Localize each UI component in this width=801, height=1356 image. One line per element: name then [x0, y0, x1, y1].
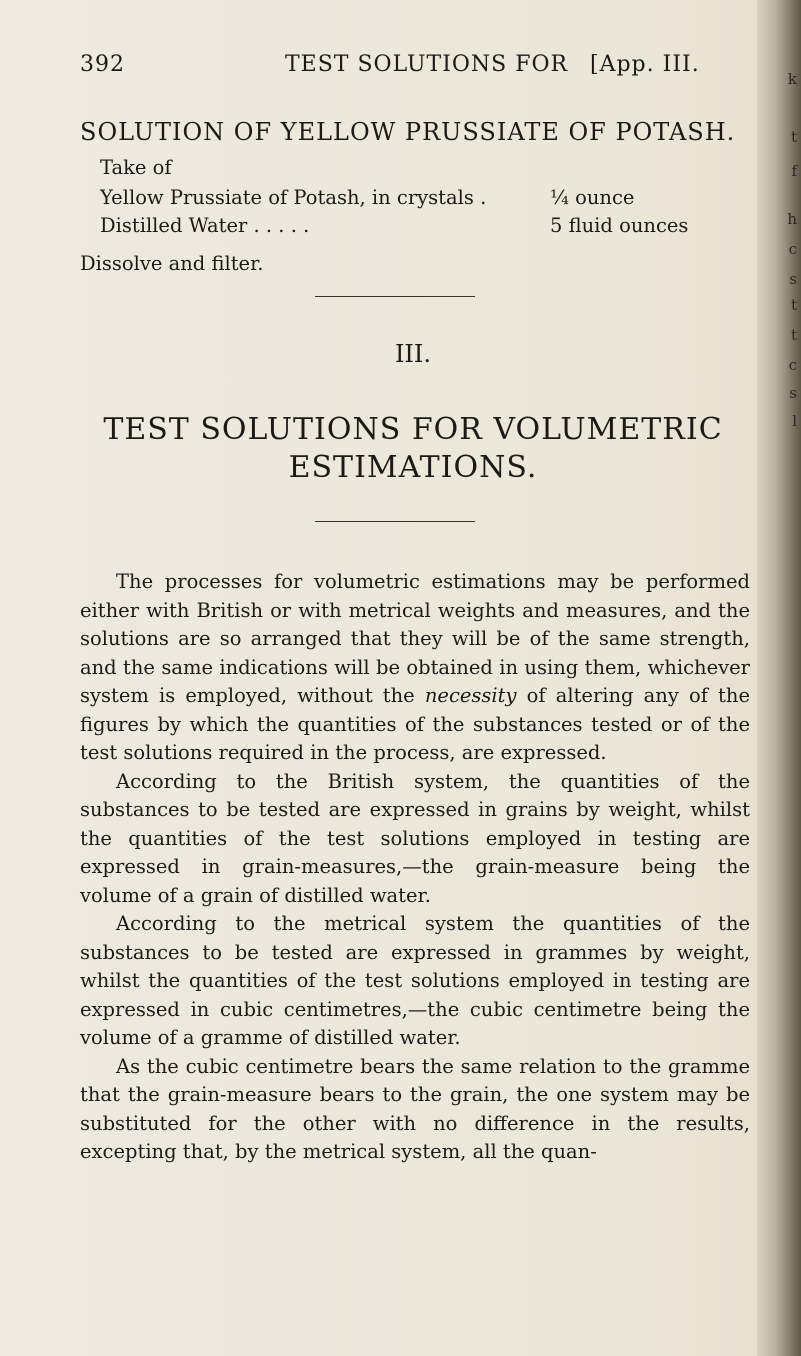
- section-reference: [App. III.: [590, 52, 700, 77]
- fragment-letter: h: [787, 210, 797, 228]
- fragment-letter: l: [792, 412, 797, 430]
- facing-page-fragments: [777, 0, 801, 1356]
- paragraph: [80, 1053, 750, 1167]
- fragment-letter: c: [788, 356, 797, 374]
- ingredient-name: Yellow Prussiate of Potash, in crystals .: [100, 186, 487, 209]
- ingredient-row: [100, 214, 689, 237]
- paragraph-text: According to the metrical system the quantities of the substances to be tested are expressed in grammes by weight, whilst the quantities of the test solutions employed in testing are expressed in cubic centimetres,—the cubic centimetre being the volume of a gramme of distilled water.: [80, 912, 750, 1049]
- divider-rule: [315, 296, 475, 297]
- paragraph-text: As the cubic centimetre bears the same relation to the gramme that the grain-measure bears to the grain, the one system may be substituted for the other with no difference in the results, excepting that, by the metrical system, all the quan-: [80, 1054, 750, 1163]
- paragraph-text: The processes for volumetric estimations may be performed either with British or with metrical weights and measures, and the solutions are so arranged that they will be of the same strength, and the same indications will be obtained in using them, whichever system is employed, without the: [80, 570, 750, 707]
- paragraph: [80, 768, 750, 911]
- ingredient-name: Distilled Water . . . . .: [100, 214, 310, 237]
- running-title: TEST SOLUTIONS FOR: [285, 52, 569, 77]
- paragraph: [80, 910, 750, 1053]
- emphasized-word: necessity: [424, 684, 517, 707]
- fragment-letter: s: [789, 384, 797, 402]
- chapter-numeral: III.: [394, 340, 432, 368]
- fragment-letter: t: [790, 326, 797, 344]
- fragment-letter: t: [790, 296, 797, 314]
- fragment-letter: f: [791, 162, 797, 180]
- paragraph-text: of altering any of the figures by which the quantities of the substances tested or of the test solutions required in the process, are expressed.: [80, 684, 750, 764]
- fragment-letter: s: [789, 270, 797, 288]
- divider-rule: [315, 521, 475, 522]
- chapter-heading-line-1: TEST SOLUTIONS FOR VOLUMETRIC: [103, 412, 723, 447]
- take-of-label: Take of: [100, 156, 172, 179]
- page-number: 392: [80, 52, 125, 77]
- body-text: [80, 568, 750, 1167]
- paragraph-text: According to the British system, the quantities of the substances to be tested are expressed in grains by weight, whilst the quantities of the test solutions employed in testing are expressed in grain-measures,—the grain-measure being the volume of a grain of distilled water.: [80, 769, 750, 907]
- ingredient-quantity: ¼ ounce: [550, 186, 635, 209]
- fragment-letter: k: [787, 70, 797, 88]
- running-header: [80, 52, 750, 82]
- paragraph: [80, 568, 750, 768]
- ingredient-row: [100, 186, 635, 209]
- recipe-title: SOLUTION OF YELLOW PRUSSIATE OF POTASH.: [80, 118, 736, 146]
- recipe-instruction: Dissolve and filter.: [80, 252, 264, 275]
- fragment-letter: t: [790, 128, 797, 146]
- chapter-heading-line-2: ESTIMATIONS.: [288, 450, 538, 485]
- ingredient-quantity: 5 fluid ounces: [550, 214, 689, 237]
- fragment-letter: c: [788, 240, 797, 258]
